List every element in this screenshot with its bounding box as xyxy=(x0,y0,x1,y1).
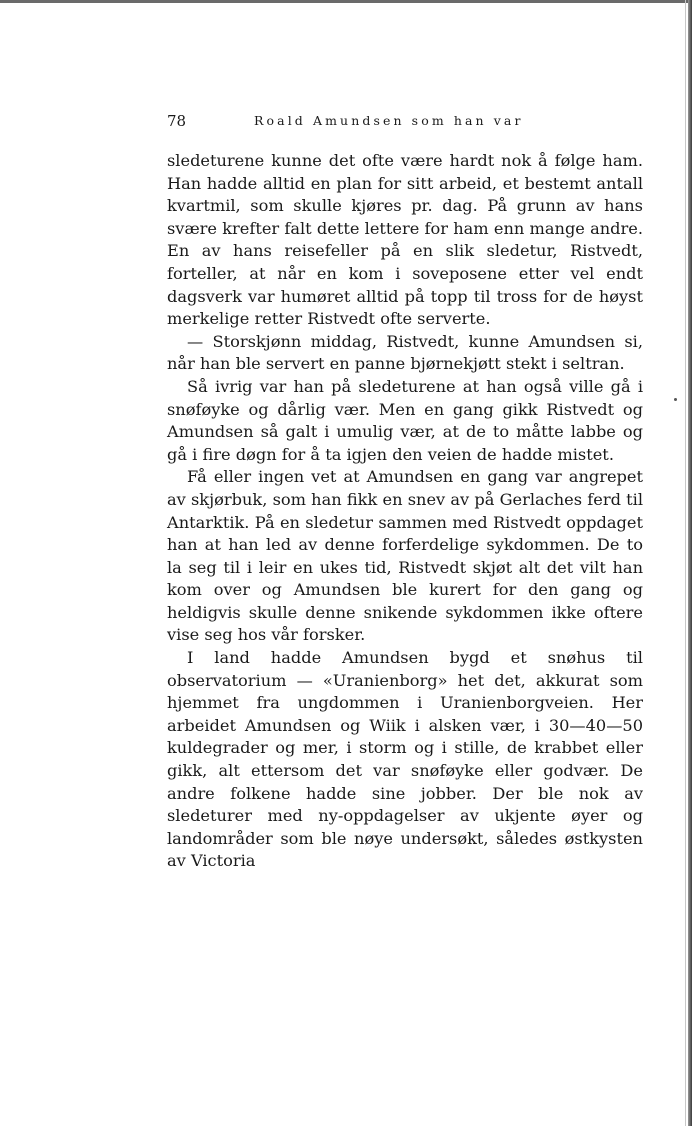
body-text xyxy=(167,150,643,873)
scan-frame-right-line xyxy=(685,0,686,1126)
running-head xyxy=(167,112,643,134)
paragraph: Så ivrig var han på sledeturene at han også ville gå i snøføyke og dårlig vær. Men en gang gikk Ristvedt og Amundsen så galt i umulig vær, at de to måtte labbe og gå i fire døgn for å ta igjen den veien de hadde mistet. xyxy=(167,376,643,464)
scan-frame-right xyxy=(688,0,692,1126)
scan-frame-top xyxy=(0,0,692,3)
running-title: Roald Amundsen som han var xyxy=(254,113,524,128)
scan-speck xyxy=(674,398,677,401)
paragraph-dialogue: — Storskjønn middag, Ristvedt, kunne Amundsen si, når han ble servert en panne bjørnekjøtt stekt i seltran. xyxy=(167,331,643,374)
paragraph: I land hadde Amundsen bygd et snøhus til observatorium — «Uranienborg» het det, akkurat som hjemmet fra ungdommen i Uranienborgveien. Her arbeidet Amundsen og Wiik i alsken vær, i 30—40—50 kuldegrader og mer, i storm og i stille, de krabbet eller gikk, alt ettersom det var snøføyke eller godvær. De andre folkene hadde sine jobber. Der ble nok av sledeturer med ny-oppdagelser av ukjente øyer og landområder som ble nøye undersøkt, således østkysten av Victoria xyxy=(167,648,643,871)
page-number: 78 xyxy=(167,112,187,130)
book-page xyxy=(167,112,643,873)
paragraph: Få eller ingen vet at Amundsen en gang var angrepet av skjørbuk, som han fikk en snev av på Gerlaches ferd til Antarktik. På en sledetur sammen med Ristvedt oppdaget han at han led av denne forferdelige sykdommen. De to la seg til i leir en ukes tid, Ristvedt skjøt alt det vilt han kom over og Amundsen ble kurert for den gang og heldigvis skulle denne snikende sykdommen ikke oftere vise seg hos vår forsker. xyxy=(167,467,643,645)
paragraph-continuation: sledeturene kunne det ofte være hardt nok å følge ham. Han hadde alltid en plan for sitt arbeid, et bestemt antall kvartmil, som skulle kjøres pr. dag. På grunn av hans svære krefter falt dette lettere for ham enn mange andre. En av hans reisefeller på en slik sledetur, Ristvedt, forteller, at når en kom i soveposene etter vel endt dagsverk var humøret alltid på topp til tross for de høyst merkelige retter Ristvedt ofte serverte. xyxy=(167,151,643,329)
